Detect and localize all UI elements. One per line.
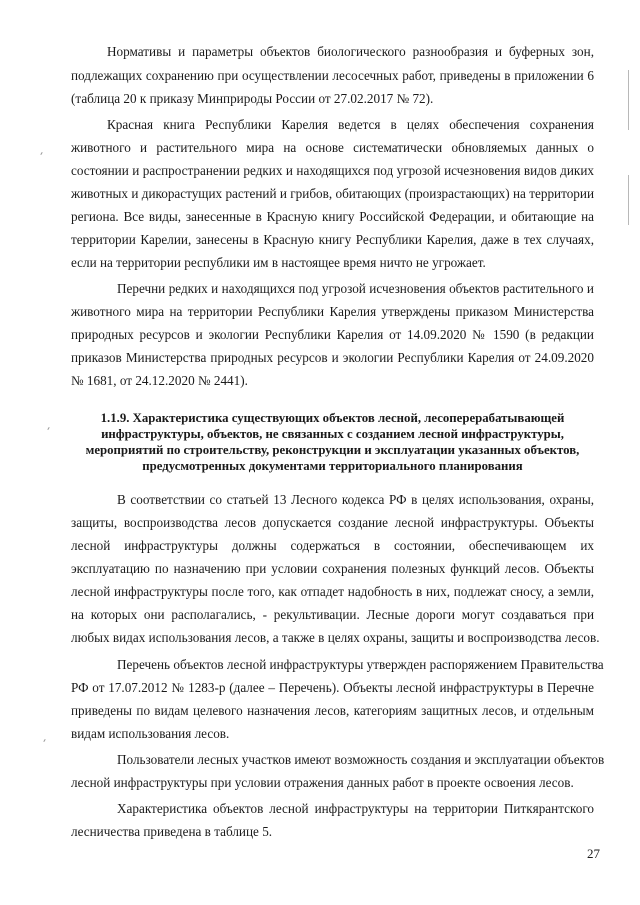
text-line: лесной инфраструктуры при условии отражения данных работ в проекте освоения лесов. (71, 775, 574, 790)
text-line: лесной инфраструктуры должны содержаться в состоянии, обеспечивающем их (71, 538, 594, 553)
text-line: животного и растительного мира на основе систематически обновляемых данных о (71, 140, 594, 155)
heading-line: инфраструктуры, объектов, не связанных с созданием лесной инфраструктуры, (101, 427, 564, 441)
scan-artifact (43, 739, 45, 742)
text-line: приведены по видам целевого назначения лесов, категориям защитных лесов, и отдельным (71, 703, 594, 718)
text-line: № 1681, от 24.12.2020 № 2441). (71, 373, 248, 388)
scan-artifact (628, 175, 629, 225)
text-line: Нормативы и параметры объектов биологического разнообразия и буферных зон, (107, 44, 594, 59)
text-line: если на территории республики им в настоящее время ничто не угрожает. (71, 255, 486, 270)
heading-line: предусмотренных документами территориального планирования (142, 459, 523, 473)
page-number: 27 (587, 846, 600, 861)
text-line: Перечень объектов лесной инфраструктуры утвержден распоряжением Правительства (117, 657, 604, 672)
scan-artifact (628, 70, 629, 130)
text-line: подлежащих сохранению при осуществлении лесосечных работ, приведены в приложении 6 (71, 68, 594, 83)
text-line: животного мира на территории Республики Карелия утверждены приказом Министерства (71, 304, 594, 319)
heading-line: 1.1.9. Характеристика существующих объектов лесной, лесоперерабатывающей (100, 411, 565, 425)
text-line: приказов Министерства природных ресурсов и экологии Республики Карелия от 24.09.2020 (71, 350, 594, 365)
text-line: лесничества приведена в таблице 5. (71, 824, 273, 839)
scan-artifact (47, 427, 49, 430)
text-line: территории Карелии, занесены в Красную книгу Республики Карелия, даже в тех случаях, (71, 232, 594, 247)
text-line: РФ от 17.07.2012 № 1283-р (далее – Перечень). Объекты лесной инфраструктуры в Перечне (71, 680, 594, 695)
text-line: эксплуатацию по назначению при условии сохранения полезных функций лесов. Объекты (71, 561, 594, 576)
heading-line: мероприятий по строительству, реконструкции и эксплуатации указанных объектов, (85, 443, 580, 457)
text-line: защиты, воспроизводства лесов допускается создание лесной инфраструктуры. Объекты (71, 515, 594, 530)
text-line: В соответствии со статьей 13 Лесного кодекса РФ в целях использования, охраны, (117, 492, 594, 507)
text-line: (таблица 20 к приказу Минприроды России от 27.02.2017 № 72). (71, 91, 434, 106)
text-line: Перечни редких и находящихся под угрозой исчезновения объектов растительного и (117, 281, 594, 296)
text-line: лесной инфраструктуры после того, как отпадет надобность в них, подлежат сносу, а земли, (71, 584, 594, 599)
text-line: на которых они располагались, - рекультивации. Лесные дороги могут создаваться при (71, 607, 594, 622)
text-line: любых видах использования лесов, а также в целях охраны, защиты и воспроизводства лесов. (71, 630, 600, 645)
text-line: Пользователи лесных участков имеют возможность создания и эксплуатации объектов (117, 752, 605, 767)
text-line: региона. Все виды, занесенные в Красную книгу Российской Федерации, и обитающие на (71, 209, 594, 224)
text-line: Характеристика объектов лесной инфраструктуры на территории Питкярантского (117, 801, 594, 816)
text-line: животных и дикорастущих растений и грибов, обитающих (произрастающих) на территории (71, 186, 594, 201)
text-line: Красная книга Республики Карелия ведется в целях обеспечения сохранения (107, 117, 594, 132)
text-line: видам использования лесов. (71, 726, 230, 741)
text-line: состоянии и распространении редких и находящихся под угрозой исчезновения видов диких (71, 163, 594, 178)
text-line: природных ресурсов и экологии Республики Карелия от 14.09.2020 № 1590 (в редакции (71, 327, 594, 342)
scan-artifact (40, 152, 42, 155)
